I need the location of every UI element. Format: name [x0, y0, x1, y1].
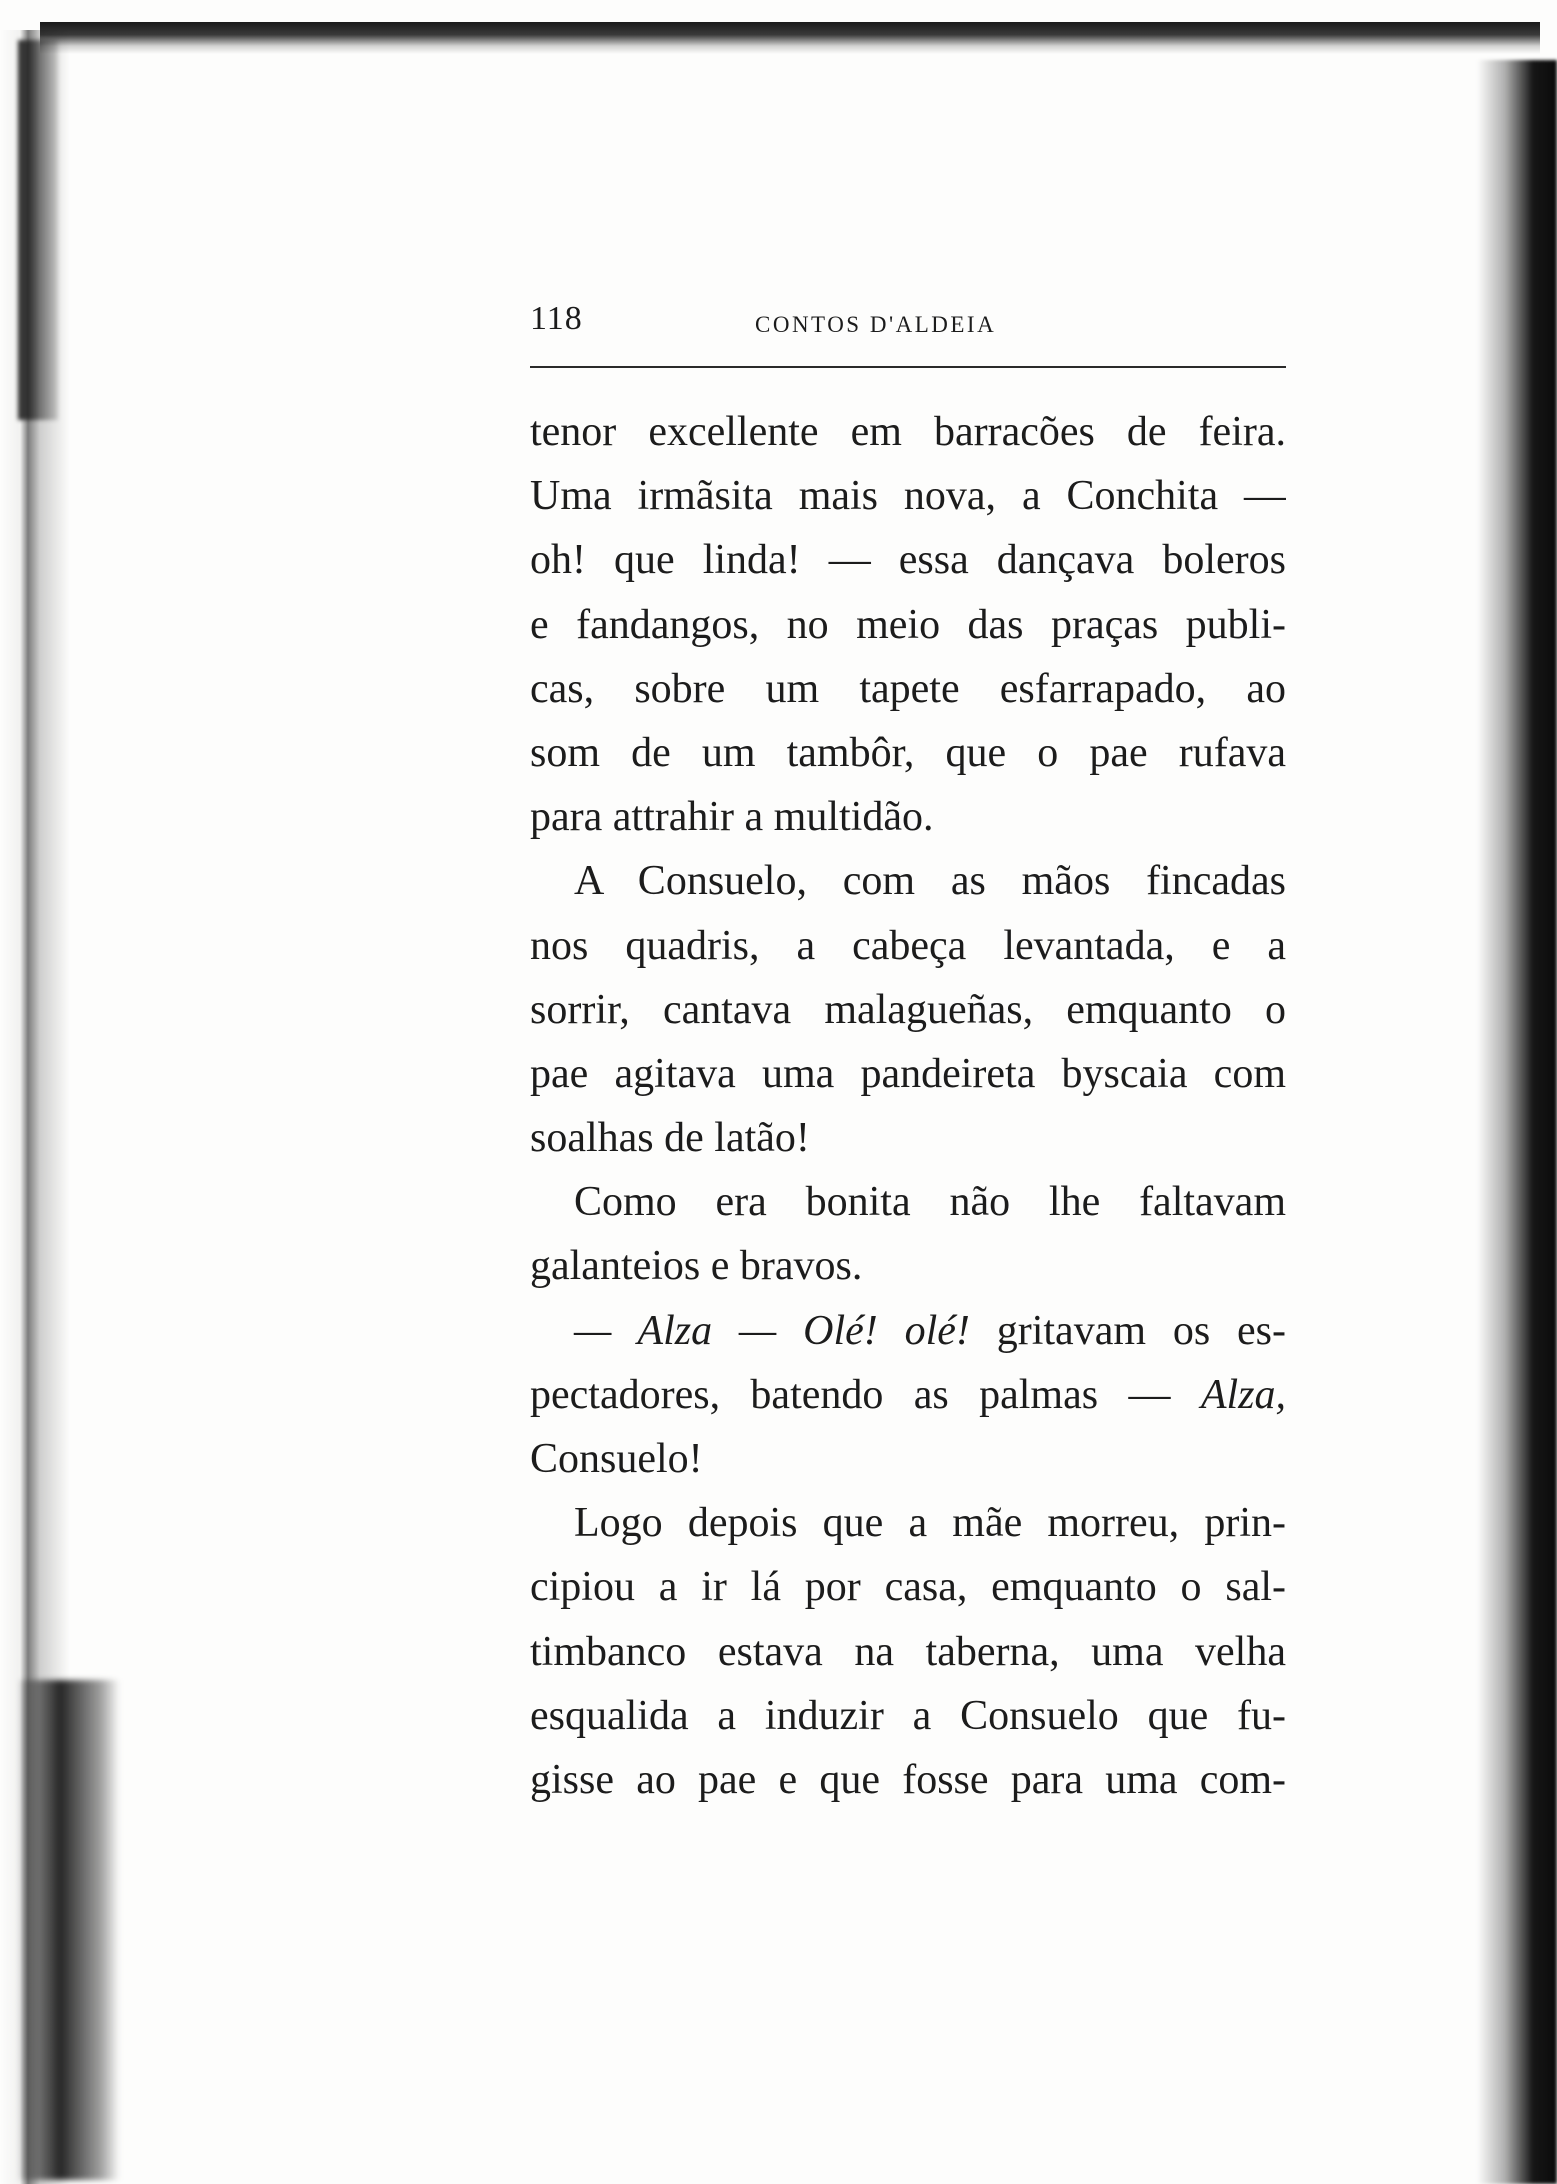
scan-right-edge-shadow [1477, 60, 1557, 2184]
text-line: cas, sobre um tapete esfarrapado, ao [530, 665, 1286, 712]
italic-exclamation: — Alza — Olé! olé! [574, 1307, 970, 1354]
page-number: 118 [530, 300, 583, 337]
text-line: esqualida a induzir a Consuelo que fu- [530, 1692, 1286, 1739]
text-line: A Consuelo, com as mãos fincadas [574, 858, 1286, 905]
text-line: sorrir, cantava malagueñas, emquanto o [530, 986, 1286, 1033]
text-line: oh! que linda! — essa dançava boleros [530, 537, 1286, 584]
text-line: timbanco estava na taberna, uma velha [530, 1628, 1286, 1675]
scan-left-top-blot [18, 40, 58, 420]
text-line: cipiou a ir lá por casa, emquanto o sal- [530, 1564, 1286, 1611]
running-head [530, 300, 1286, 348]
italic-exclamation: Alza, [1200, 1371, 1286, 1418]
text-line: gisse ao pae e que fosse para uma com- [530, 1756, 1286, 1803]
text-line: pae agitava uma pandeireta byscaia com [530, 1050, 1286, 1097]
scan-top-edge-shadow [40, 22, 1540, 54]
body-text [530, 400, 1286, 1812]
text-line: para attrahir a multidão. [530, 794, 934, 841]
text-line: Como era bonita não lhe faltavam [574, 1179, 1286, 1226]
text-line: soalhas de latão! [530, 1115, 810, 1162]
scan-left-bottom-blot [20, 1680, 120, 2180]
text-line: tenor excellente em barracões de feira. [530, 409, 1286, 455]
text-line: som de um tambôr, que o pae rufava [530, 729, 1286, 776]
header-rule [530, 366, 1286, 368]
text-line: pectadores, batendo as palmas — Alza, [530, 1371, 1286, 1418]
running-title: CONTOS D'ALDEIA [755, 312, 997, 337]
text-line: e fandangos, no meio das praças publi- [530, 601, 1286, 648]
text-line: Uma irmãsita mais nova, a Conchita — [530, 473, 1286, 520]
text-line: Logo depois que a mãe morreu, prin- [574, 1500, 1286, 1547]
text-line: — Alza — Olé! olé! gritavam os es- [574, 1307, 1286, 1354]
text-line: nos quadris, a cabeça levantada, e a [530, 922, 1286, 969]
text-line: Consuelo! [530, 1436, 703, 1482]
text-line: galanteios e bravos. [530, 1243, 863, 1290]
